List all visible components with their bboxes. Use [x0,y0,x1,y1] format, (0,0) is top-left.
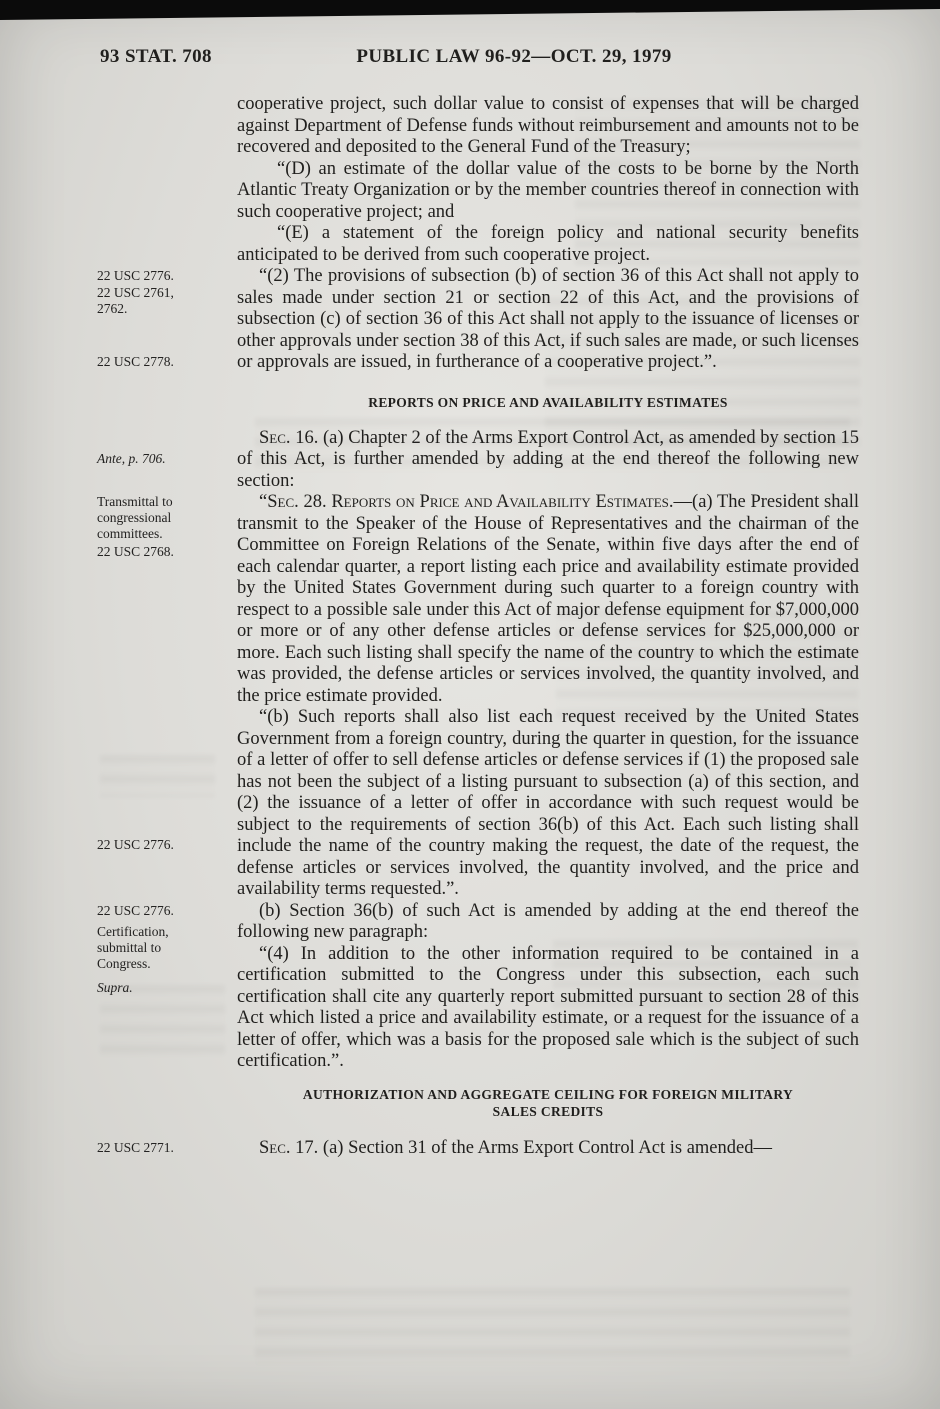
section-number: Sec. 16. [259,427,319,448]
bleedthrough-ghost [255,1288,850,1366]
margin-note-ante-p706: Ante, p. 706. [97,450,166,466]
paragraph-block-subparagraph-e [237,223,859,266]
law-title: PUBLIC LAW 96-92—OCT. 29, 1979 [356,46,672,67]
paragraph-block-subsection-b-36b [97,900,859,944]
margin-note-usc-2776: 22 USC 2776. [97,837,174,852]
paragraph-block-sec-28 [97,492,859,707]
margin-note-supra: Supra. [97,979,133,995]
paragraph-block-clause-4 [97,923,859,1073]
paragraph-block-sec-17 [97,1137,859,1160]
statute-page-number: 93 STAT. 708 [100,46,212,67]
section-heading-reports: REPORTS ON PRICE AND AVAILABILITY ESTIMATES [368,394,728,410]
margin-note-usc-2771: 22 USC 2771. [97,1139,174,1155]
paragraph-continuation: (a) The President shall transmit to the Speaker of the House of Representatives and the chairman of the Committee on Foreign Relations of the Senate, within five days after the end of each calendar quarter, a report listing each price and availability estimate provided by the United States Government during such quarter to a foreign country with respect to a possible sale under this Act of major defense equipment for $7,000,000 or more or of any other defense articles or defense services for $25,000,000 or more. Each such listing shall specify the name of the country to which the estimate was provided, the defense articles or services involved, the quantity involved, and the price estimate provided. [237,492,859,706]
margin-note-usc-2776: 22 USC 2776. [97,268,174,283]
margin-note-usc-2768: 22 USC 2768. [97,544,174,559]
page-body [97,94,859,1159]
margin-note-transmittal: Transmittal to congressional committees. [97,494,173,541]
paragraph-block-cooperative [237,94,859,159]
margin-note-usc-2761-2762: 22 USC 2761, 2762. [97,285,174,316]
paragraph-continuation: (a) Section 31 of the Arms Export Control Act is amended— [318,1137,772,1158]
margin-note-usc-2778: 22 USC 2778. [97,354,174,369]
scan-edge-top [0,0,940,20]
paragraph-text: (b) Section 36(b) of such Act is amended by adding at the end thereof the following new paragraph: [237,900,859,942]
section-heading-authorization: AUTHORIZATION AND AGGREGATE CEILING FOR FOREIGN MILITARY SALES CREDITS [302,1086,794,1119]
paragraph-text: “(2) The provisions of subsection (b) of section 36 of this Act shall not apply to sales made under section 21 or section 22 of this Act, and the provisions of subsection (c) of section 36 of this Act shall not apply to the issuance of licenses or other approvals under section 38 of this Act, if such sales are made, or such licenses or approvals are issued, in furtherance of a cooperative project.”. [237,266,859,372]
paragraph-block-subsection-b-reports [97,707,859,901]
paragraph-block-sec-16 [97,427,859,493]
margin-note-usc-2776: 22 USC 2776. [97,902,174,918]
margin-note-certification: Certification, submittal to Congress. [97,923,169,971]
paragraph-text: cooperative project, such dollar value to consist of expenses that will be charged against Department of Defense funds without reimbursement and amounts not to be recovered and deposited to the General Fund of the Treasury; [237,94,859,157]
bleedthrough-ghost [100,755,215,797]
paragraph-text: “(D) an estimate of the dollar value of the costs to be borne by the North Atlantic Treaty Organization or by the member countries thereof in connection with such cooperative project; and [237,158,859,222]
paragraph-text: “(4) In addition to the other information required to be contained in a certification submitted to the Congress under this subsection, each such certification shall cite any quarterly report submitted pursuant to section 28 of this Act which listed a price and availability estimate, or a request for the issuance of a letter of offer, which was a basis for the proposed sale which is the subject of such certification.”. [237,943,859,1071]
paragraph-text [237,1138,859,1160]
section-number: Sec. 17. [259,1137,319,1158]
paragraph-block-subparagraph-d [237,159,859,224]
bleedthrough-ghost [100,985,225,1057]
paragraph-block-clause-2 [97,266,859,374]
paragraph-continuation: (a) Chapter 2 of the Arms Export Control Act, as amended by section 15 of this Act, is further amended by adding at the end thereof the following new section: [237,427,859,491]
section-number: “Sec. 28. Reports on Price and Availability Estimates.— [259,492,693,512]
paragraph-text [237,428,859,493]
paragraph-text: “(E) a statement of the foreign policy and national security benefits anticipated to be derived from such cooperative project. [237,223,859,265]
paragraph-text [237,492,859,707]
paragraph-text: “(b) Such reports shall also list each request received by the United States Government from a foreign country, during the quarter in question, for the issuance of a letter of offer to sell defense articles or defense services if (1) the proposed sale has not been the subject of a listing pursuant to subsection (a) of this section, and (2) the issuance of a letter of offer in accordance with such request would be subject to the requirements of section 36(b) of this Act. Each such listing shall include the name of the country making the request, the date of the request, the defense articles or services involved, the quantity involved, and the price and availability terms requested.”. [237,707,859,899]
